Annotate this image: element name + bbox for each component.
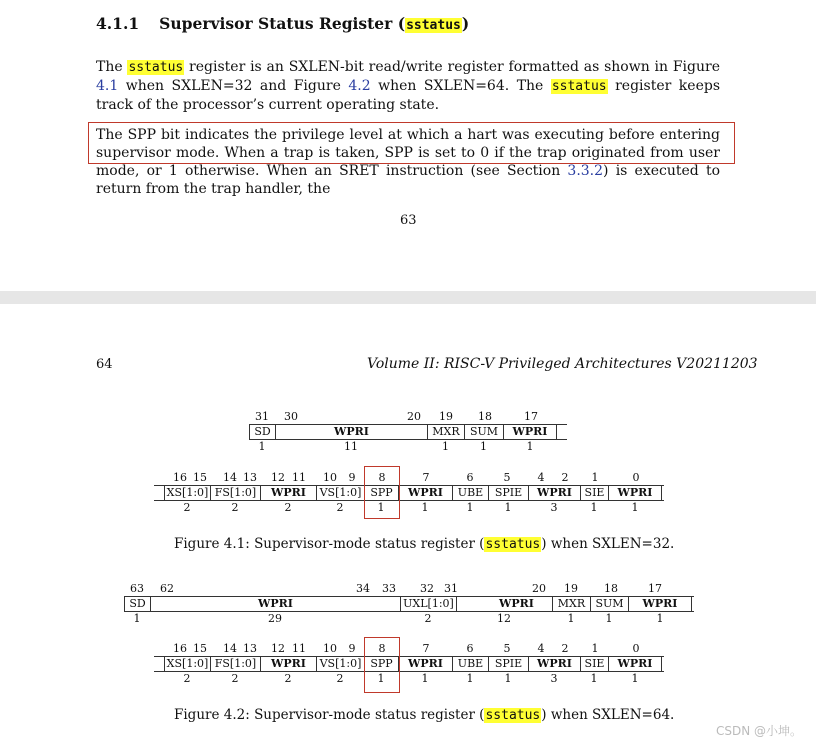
figure-caption-4-2: Figure 4.2: Supervisor-mode status register (sstatus) when SXLEN=64.	[174, 707, 675, 723]
field-sie: SIE	[580, 657, 608, 671]
field-wpri: WPRI	[608, 657, 662, 671]
page-number-63: 63	[400, 213, 417, 228]
field-xs: XS[1:0]	[164, 486, 210, 500]
highlight-box-spp-fig2	[364, 637, 400, 693]
field-wpri: WPRI	[398, 486, 452, 500]
code-sstatus: sstatus	[406, 18, 461, 33]
field-wpri: WPRI	[528, 657, 580, 671]
fig2-lower-register: 16 15 14 13 12 11 10 9 8 7 6 5 4 2 1 0 XS[1:0] FS[1:0] WPRI VS[1:0] SPP WPRI UBE SPIE WPRI SIE WPRI 2 2 2 2 1 1 1 1 3 1 1	[154, 642, 664, 686]
highlight-box-spp-fig1	[364, 466, 400, 519]
field-spp: SPP	[364, 486, 398, 500]
field-wpri: WPRI	[456, 597, 576, 611]
field-sie: SIE	[580, 486, 608, 500]
field-sum: SUM	[464, 425, 503, 439]
field-fs: FS[1:0]	[210, 486, 260, 500]
field-wpri: WPRI	[260, 657, 316, 671]
figure-caption-4-1: Figure 4.1: Supervisor-mode status register (sstatus) when SXLEN=32.	[174, 536, 675, 552]
field-wpri: WPRI	[528, 486, 580, 500]
field-vs: VS[1:0]	[316, 486, 364, 500]
field-ube: UBE	[452, 657, 488, 671]
figure-ref-4-1[interactable]: 4.1	[96, 78, 119, 94]
page-gap	[0, 291, 816, 304]
field-vs: VS[1:0]	[316, 657, 364, 671]
field-spp: SPP	[364, 657, 398, 671]
page-number-64: 64	[96, 357, 113, 372]
watermark: CSDN @小坤。	[716, 724, 803, 738]
field-wpri: WPRI	[275, 425, 427, 439]
field-spie: SPIE	[488, 657, 528, 671]
field-wpri: WPRI	[608, 486, 662, 500]
field-uxl: UXL[1:0]	[400, 597, 456, 611]
section-ref-3-3-2[interactable]: 3.3.2	[567, 163, 604, 179]
field-mxr: MXR	[427, 425, 464, 439]
field-xs: XS[1:0]	[164, 657, 210, 671]
paragraph-spp: The SPP bit indicates the privilege level at which a hart was executing before entering supervisor mode. When a trap is taken, SPP is set to 0 if the trap originated from user mode, or 1 otherwise. When an SRET instruction (see Section 3.3.2) is executed to return from the trap handler, the	[96, 127, 720, 197]
section-heading: 4.1.1 Supervisor Status Register (sstatus)	[96, 14, 470, 33]
field-wpri: WPRI	[150, 597, 400, 611]
field-wpri: WPRI	[260, 486, 316, 500]
field-mxr: MXR	[552, 597, 590, 611]
field-fs: FS[1:0]	[210, 657, 260, 671]
field-wpri: WPRI	[398, 657, 452, 671]
field-wpri: WPRI	[503, 425, 557, 439]
field-wpri: WPRI	[628, 597, 692, 611]
field-spie: SPIE	[488, 486, 528, 500]
fig1-upper-register: 31 30 20 19 18 17 SD WPRI MXR SUM WPRI 1 11 1 1 1	[249, 410, 567, 454]
fig2-upper-register: 63 62 34 33 32 31 20 19 18 17 SD WPRI UXL[1:0] WPRI MXR SUM WPRI 1 29 2 12 1 1 1	[124, 582, 694, 626]
paragraph-intro: The sstatus register is an SXLEN-bit read/write register formatted as shown in Figure 4.1 when SXLEN=32 and Figure 4.2 when SXLEN=64. The sstatus register keeps track of the processor’s current operating state.	[96, 59, 721, 113]
field-sum: SUM	[590, 597, 628, 611]
running-head: Volume II: RISC-V Privileged Architectures V20211203	[367, 356, 758, 372]
fig1-lower-register: 16 15 14 13 12 11 10 9 8 7 6 5 4 2 1 0 XS[1:0] FS[1:0] WPRI VS[1:0] SPP WPRI UBE SPIE WPRI SIE WPRI 2 2 2 2 1 1 1 1 3 1 1	[154, 471, 664, 515]
field-ube: UBE	[452, 486, 488, 500]
field-sd: SD	[124, 597, 150, 611]
figure-ref-4-2[interactable]: 4.2	[348, 78, 371, 94]
field-sd: SD	[249, 425, 275, 439]
section-number: 4.1.1	[96, 14, 140, 33]
